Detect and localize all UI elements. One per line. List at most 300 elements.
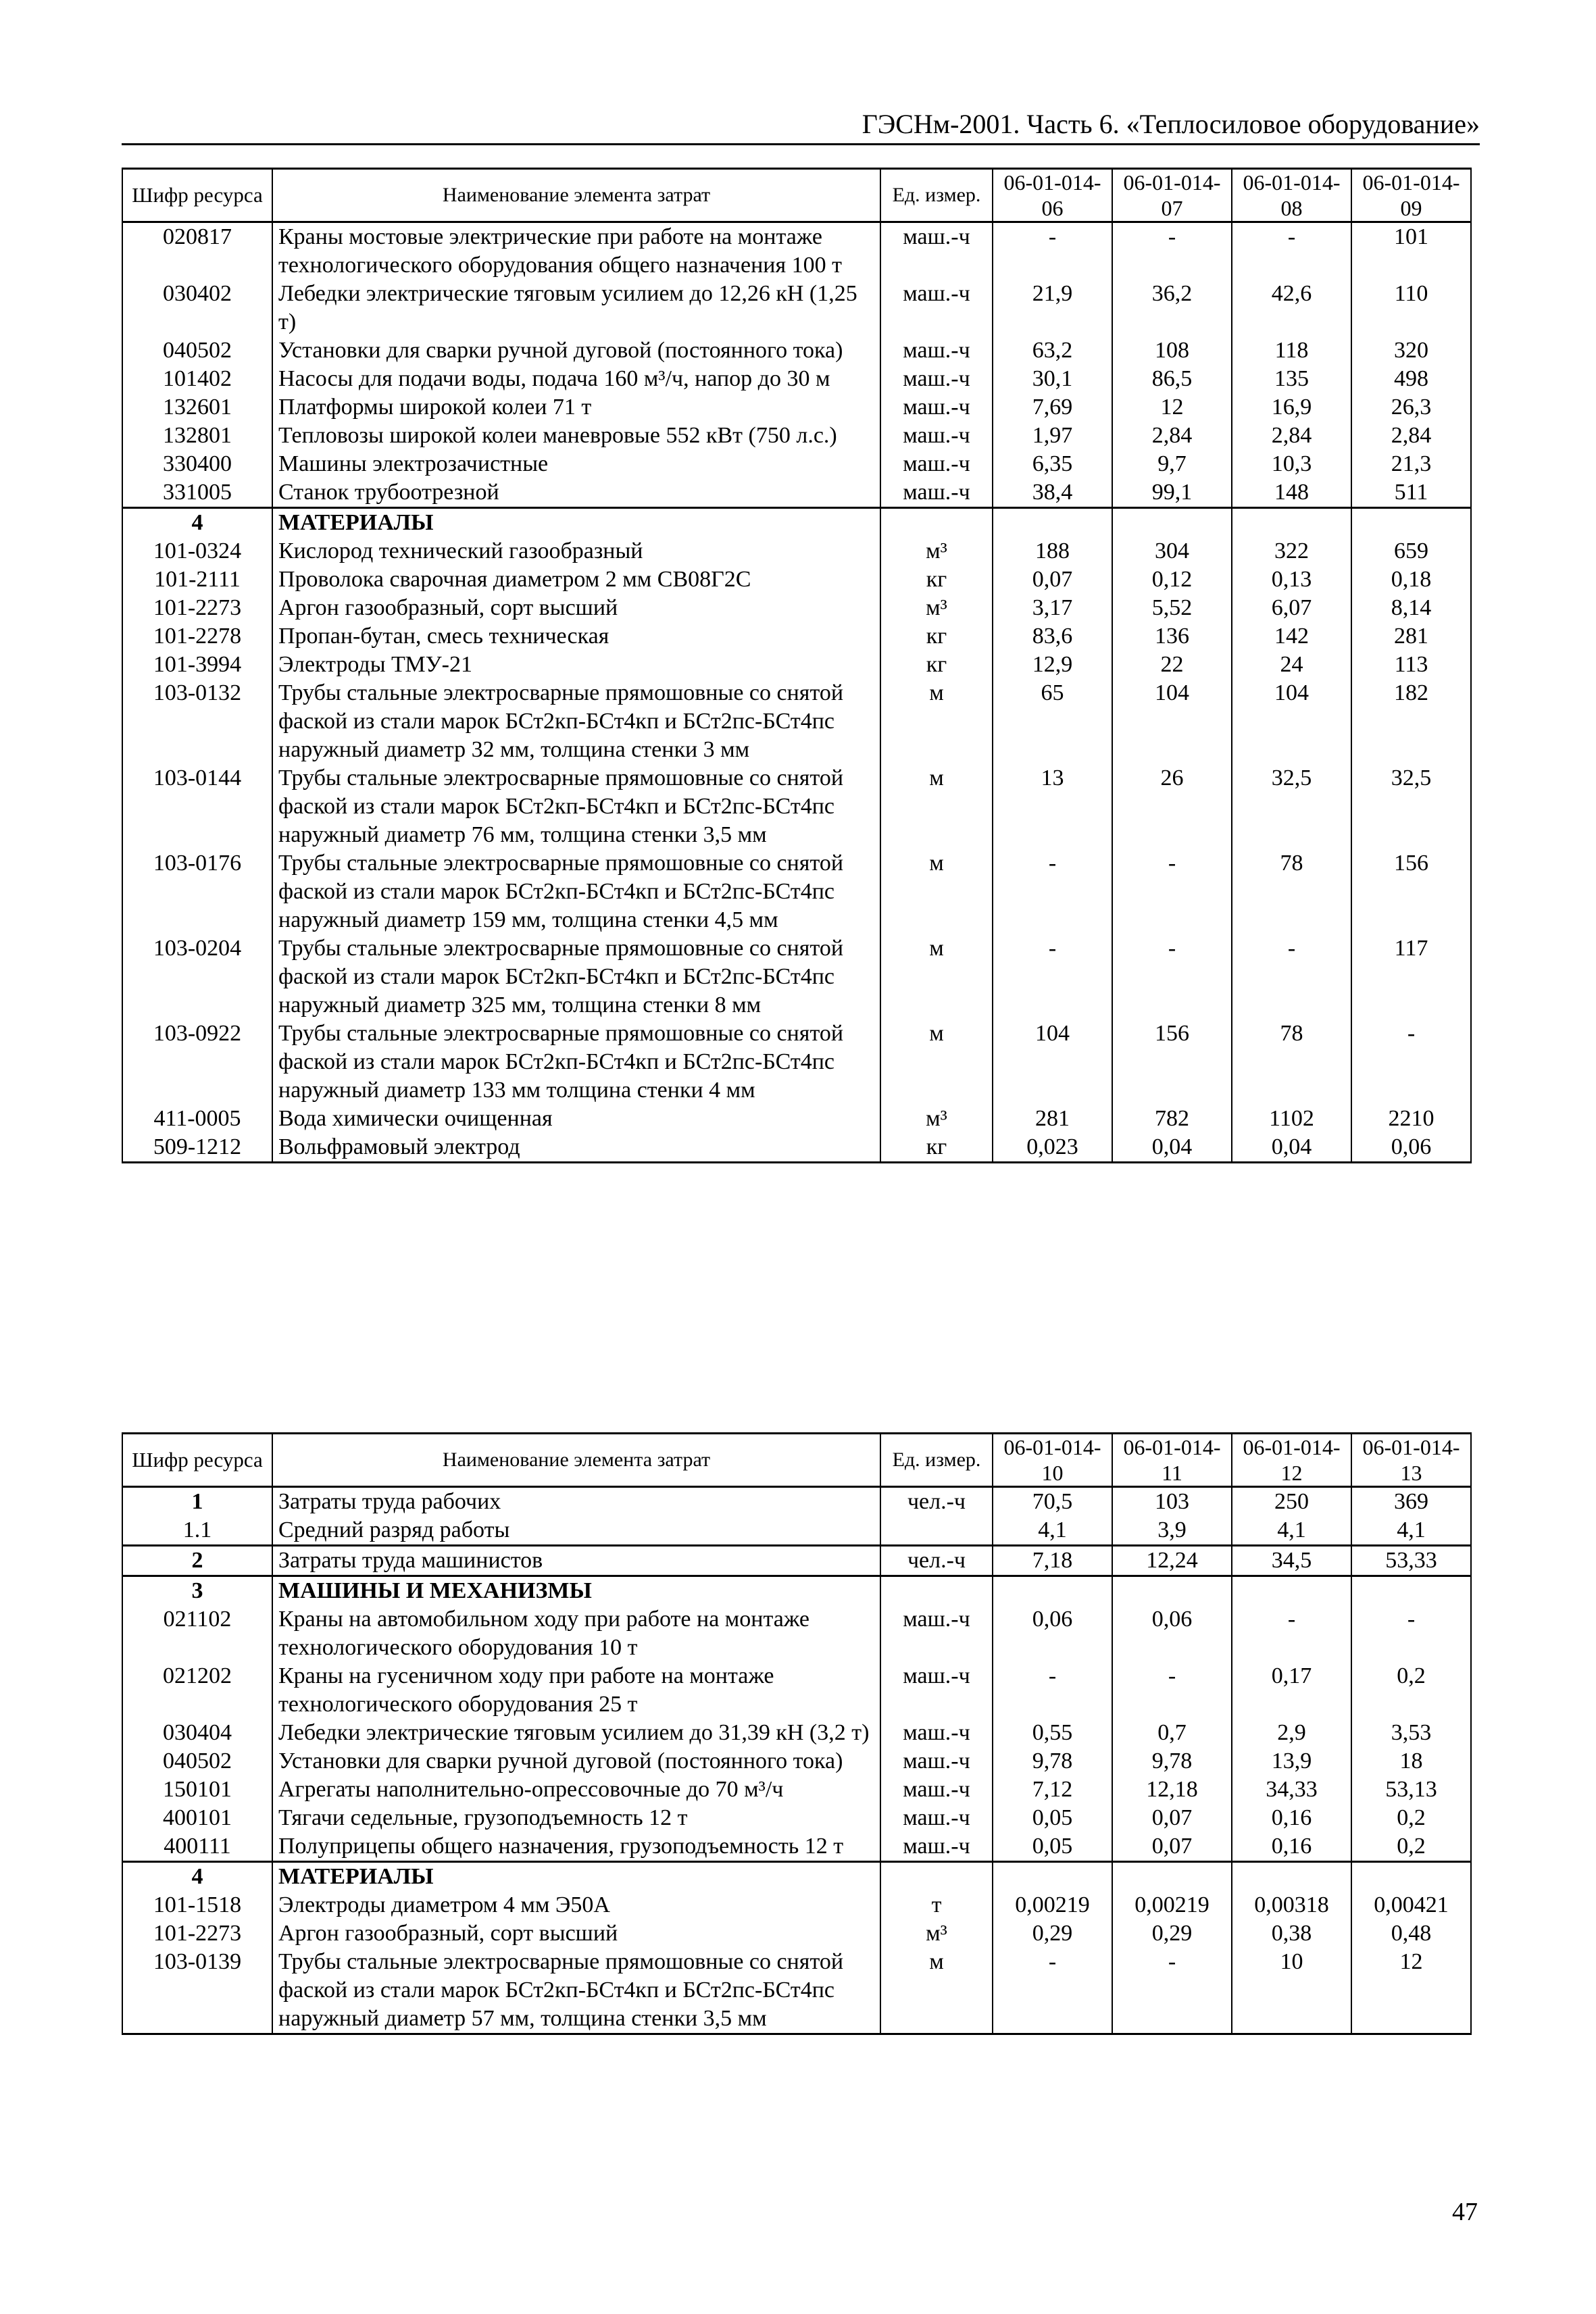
resource-code: 411-0005 [122,1105,272,1133]
cost-element-name: Полуприцепы общего назначения, грузоподъемность 12 т [272,1832,880,1862]
cost-element-name: Агрегаты наполнительно-опрессовочные до 70 м³/ч [272,1776,880,1804]
resource-code: 1 [122,1487,272,1517]
norm-value: 0,023 [993,1133,1112,1163]
norm-value: 104 [1232,679,1351,764]
section-row [122,1862,1471,1892]
table-header-row [122,1434,1471,1487]
norm-value: 304 [1112,537,1232,565]
unit-of-measure: м [880,1020,993,1105]
section-title: МАТЕРИАЛЫ [272,1862,880,1892]
table-row [122,934,1471,1020]
norm-value: 7,18 [993,1546,1112,1576]
table-row [122,1747,1471,1776]
norm-value: - [1112,849,1232,934]
norm-value: 142 [1232,622,1351,651]
norm-value: 13,9 [1232,1747,1351,1776]
unit-of-measure: чел.-ч [880,1546,993,1576]
norm-value: 0,13 [1232,565,1351,594]
table-row [122,594,1471,622]
cost-element-name: Затраты труда рабочих [272,1487,880,1517]
unit-of-measure: маш.-ч [880,336,993,365]
resource-code: 103-0132 [122,679,272,764]
table-row [122,1662,1471,1719]
table-header-row [122,169,1471,222]
norm-value: 4,1 [1232,1516,1351,1546]
table-row [122,1891,1471,1919]
norm-value: 24 [1232,651,1351,679]
table-row [122,1546,1471,1576]
norm-value: 38,4 [993,478,1112,508]
norm-value: 0,55 [993,1719,1112,1747]
cost-element-name: Вольфрамовый электрод [272,1133,880,1163]
unit-of-measure: м [880,849,993,934]
table-row [122,764,1471,849]
norm-value: 65 [993,679,1112,764]
cost-element-name: Пропан-бутан, смесь техническая [272,622,880,651]
table-row [122,651,1471,679]
resource-code: 150101 [122,1776,272,1804]
cost-element-name: Станок трубоотрезной [272,478,880,508]
norm-value: 7,69 [993,393,1112,422]
norm-value: 0,48 [1351,1919,1471,1948]
norm-value: 99,1 [1112,478,1232,508]
column-header-unit: Ед. измер. [880,1434,993,1487]
resource-code: 103-0176 [122,849,272,934]
norm-value: 13 [993,764,1112,849]
unit-of-measure: м [880,934,993,1020]
norm-value: 117 [1351,934,1471,1020]
norm-value: 8,14 [1351,594,1471,622]
cost-element-name: Лебедки электрические тяговым усилием до 12,26 кН (1,25 т) [272,280,880,336]
unit-of-measure: маш.-ч [880,1605,993,1662]
norm-value: 103 [1112,1487,1232,1517]
resource-code: 103-0139 [122,1948,272,2034]
cost-element-name: Трубы стальные электросварные прямошовные со снятой фаской из стали марок БСт2кп-БСт4кп и БСт2пс-БСт4пс наружный диаметр 325 мм, толщина стенки 8 мм [272,934,880,1020]
norm-value: 0,38 [1232,1919,1351,1948]
norm-value: 12,24 [1112,1546,1232,1576]
section-title: МАШИНЫ И МЕХАНИЗМЫ [272,1576,880,1606]
column-header-norm: 06-01-014-07 [1112,169,1232,222]
norm-value: - [1351,1605,1471,1662]
norm-value: 0,16 [1232,1804,1351,1832]
norm-value: 511 [1351,478,1471,508]
norm-value: 42,6 [1232,280,1351,336]
norm-value: 1,97 [993,422,1112,450]
norm-value: 659 [1351,537,1471,565]
norm-value: 18 [1351,1747,1471,1776]
resource-code: 021102 [122,1605,272,1662]
unit-of-measure: маш.-ч [880,280,993,336]
unit-of-measure: маш.-ч [880,1832,993,1862]
norm-value: 53,13 [1351,1776,1471,1804]
norm-value: 118 [1232,336,1351,365]
norm-value: 369 [1351,1487,1471,1517]
table-row [122,1832,1471,1862]
norm-value: 6,07 [1232,594,1351,622]
table-row [122,849,1471,934]
norm-value: 0,18 [1351,565,1471,594]
norm-value: - [1232,1605,1351,1662]
unit-of-measure: маш.-ч [880,422,993,450]
norm-value: 108 [1112,336,1232,365]
resource-code: 400111 [122,1832,272,1862]
norm-value: 30,1 [993,365,1112,393]
table-row [122,1133,1471,1163]
section-number: 4 [122,1862,272,1892]
norm-value: 320 [1351,336,1471,365]
norm-value: 86,5 [1112,365,1232,393]
section-title: МАТЕРИАЛЫ [272,508,880,538]
norm-value: 188 [993,537,1112,565]
norm-value: 3,9 [1112,1516,1232,1546]
norm-value: 0,2 [1351,1662,1471,1719]
norm-value: 22 [1112,651,1232,679]
table-row [122,393,1471,422]
section-number: 3 [122,1576,272,1606]
norm-value: 322 [1232,537,1351,565]
column-header-unit: Ед. измер. [880,169,993,222]
norm-value: 281 [1351,622,1471,651]
unit-of-measure: м [880,1948,993,2034]
resource-code: 103-0204 [122,934,272,1020]
column-header-code: Шифр ресурса [122,169,272,222]
column-header-norm: 06-01-014-12 [1232,1434,1351,1487]
unit-of-measure: маш.-ч [880,1776,993,1804]
norm-value: 32,5 [1232,764,1351,849]
table-row [122,336,1471,365]
column-header-norm: 06-01-014-09 [1351,169,1471,222]
norm-value: 250 [1232,1487,1351,1517]
norm-value: 26,3 [1351,393,1471,422]
resource-code: 021202 [122,1662,272,1719]
resource-code: 101-2273 [122,1919,272,1948]
table-row [122,422,1471,450]
section-row [122,1576,1471,1606]
unit-of-measure: кг [880,651,993,679]
resource-code: 1.1 [122,1516,272,1546]
empty-cell [1351,1862,1471,1892]
cost-element-name: Трубы стальные электросварные прямошовные со снятой фаской из стали марок БСт2кп-БСт4кп и БСт2пс-БСт4пс наружный диаметр 57 мм, толщина стенки 3,5 мм [272,1948,880,2034]
norm-value: 135 [1232,365,1351,393]
table-row [122,679,1471,764]
table-row [122,1948,1471,2034]
cost-element-name: Аргон газообразный, сорт высший [272,1919,880,1948]
table-row [122,622,1471,651]
resource-code: 030404 [122,1719,272,1747]
norm-value: 2,84 [1232,422,1351,450]
resource-code: 101-3994 [122,651,272,679]
norm-value: 182 [1351,679,1471,764]
unit-of-measure: кг [880,622,993,651]
resource-code: 040502 [122,1747,272,1776]
unit-of-measure: маш.-ч [880,222,993,280]
cost-element-name: Краны на автомобильном ходу при работе на монтаже технологического оборудования 10 т [272,1605,880,1662]
resource-code: 101-2278 [122,622,272,651]
norm-value: 83,6 [993,622,1112,651]
norm-value: 0,29 [993,1919,1112,1948]
norm-value: 12 [1351,1948,1471,2034]
section-row [122,508,1471,538]
norm-value: 0,16 [1232,1832,1351,1862]
empty-cell [993,508,1112,538]
norm-value: 0,04 [1112,1133,1232,1163]
resource-code: 331005 [122,478,272,508]
unit-of-measure: м [880,764,993,849]
norm-value: - [1232,934,1351,1020]
table-row [122,1804,1471,1832]
table-row [122,1487,1471,1517]
cost-element-name: Установки для сварки ручной дуговой (постоянного тока) [272,336,880,365]
norm-value: 32,5 [1351,764,1471,849]
resource-code: 132601 [122,393,272,422]
norm-value: 3,17 [993,594,1112,622]
norm-value: 34,5 [1232,1546,1351,1576]
resource-code: 101402 [122,365,272,393]
norm-value: - [1351,1020,1471,1105]
cost-element-name: Краны мостовые электрические при работе на монтаже технологического оборудования общего назначения 100 т [272,222,880,280]
norm-value: 104 [1112,679,1232,764]
norm-value: 0,00318 [1232,1891,1351,1919]
norm-value: 5,52 [1112,594,1232,622]
table-row [122,365,1471,393]
table-row [122,1605,1471,1662]
norm-value: - [993,1662,1112,1719]
unit-of-measure: маш.-ч [880,478,993,508]
resource-table-2 [122,1432,1472,2035]
norm-value: 0,17 [1232,1662,1351,1719]
table-row [122,280,1471,336]
empty-cell [880,508,993,538]
norm-value: 113 [1351,651,1471,679]
unit-of-measure: маш.-ч [880,365,993,393]
column-header-norm: 06-01-014-11 [1112,1434,1232,1487]
table-row [122,1020,1471,1105]
cost-element-name: Тепловозы широкой колеи маневровые 552 кВт (750 л.с.) [272,422,880,450]
column-header-name: Наименование элемента затрат [272,169,880,222]
norm-value: 78 [1232,1020,1351,1105]
norm-value: 12,9 [993,651,1112,679]
unit-of-measure: кг [880,1133,993,1163]
cost-element-name: Аргон газообразный, сорт высший [272,594,880,622]
norm-value: 7,12 [993,1776,1112,1804]
header-rule [122,143,1480,145]
empty-cell [1232,1576,1351,1606]
table-row [122,1516,1471,1546]
norm-value: 16,9 [1232,393,1351,422]
resource-code: 103-0144 [122,764,272,849]
cost-element-name: Платформы широкой колеи 71 т [272,393,880,422]
cost-element-name: Электроды ТМУ-21 [272,651,880,679]
norm-value: - [1112,1948,1232,2034]
norm-value: 6,35 [993,450,1112,478]
norm-value: 156 [1351,849,1471,934]
norm-value: 21,9 [993,280,1112,336]
cost-element-name: Трубы стальные электросварные прямошовные со снятой фаской из стали марок БСт2кп-БСт4кп и БСт2пс-БСт4пс наружный диаметр 76 мм, толщина стенки 3,5 мм [272,764,880,849]
norm-value: - [1232,222,1351,280]
cost-element-name: Средний разряд работы [272,1516,880,1546]
resource-code: 101-1518 [122,1891,272,1919]
empty-cell [1112,1862,1232,1892]
empty-cell [1351,508,1471,538]
cost-element-name: Затраты труда машинистов [272,1546,880,1576]
norm-value: 21,3 [1351,450,1471,478]
norm-value: - [993,1948,1112,2034]
unit-of-measure: т [880,1891,993,1919]
norm-value: 0,06 [1112,1605,1232,1662]
resource-code: 400101 [122,1804,272,1832]
column-header-code: Шифр ресурса [122,1434,272,1487]
norm-value: 156 [1112,1020,1232,1105]
cost-element-name: Тягачи седельные, грузоподъемность 12 т [272,1804,880,1832]
resource-code: 101-0324 [122,537,272,565]
unit-of-measure: м³ [880,1105,993,1133]
cost-element-name: Трубы стальные электросварные прямошовные со снятой фаской из стали марок БСт2кп-БСт4кп и БСт2пс-БСт4пс наружный диаметр 159 мм, толщина стенки 4,5 мм [272,849,880,934]
unit-of-measure: кг [880,565,993,594]
norm-value: 0,05 [993,1804,1112,1832]
norm-value: 0,05 [993,1832,1112,1862]
norm-value: - [993,849,1112,934]
empty-cell [1112,1576,1232,1606]
unit-of-measure: маш.-ч [880,1662,993,1719]
page-header: ГЭСНм-2001. Часть 6. «Теплосиловое оборудование» [862,109,1480,139]
unit-of-measure: м³ [880,1919,993,1948]
column-header-norm: 06-01-014-10 [993,1434,1112,1487]
table-row [122,537,1471,565]
norm-value: - [1112,222,1232,280]
resource-code: 330400 [122,450,272,478]
unit-of-measure: чел.-ч [880,1487,993,1517]
cost-element-name: Трубы стальные электросварные прямошовные со снятой фаской из стали марок БСт2кп-БСт4кп и БСт2пс-БСт4пс наружный диаметр 32 мм, толщина стенки 3 мм [272,679,880,764]
unit-of-measure: маш.-ч [880,393,993,422]
resource-code: 030402 [122,280,272,336]
norm-value: 0,07 [1112,1804,1232,1832]
unit-of-measure: м³ [880,594,993,622]
resource-table-1 [122,168,1472,1163]
norm-value: 2,84 [1351,422,1471,450]
table-row [122,1919,1471,1948]
norm-value: - [993,934,1112,1020]
unit-of-measure: маш.-ч [880,450,993,478]
norm-value: 782 [1112,1105,1232,1133]
norm-value: 110 [1351,280,1471,336]
norm-value: 101 [1351,222,1471,280]
norm-value: - [1112,934,1232,1020]
norm-value: 2,9 [1232,1719,1351,1747]
resource-code: 2 [122,1546,272,1576]
column-header-norm: 06-01-014-13 [1351,1434,1471,1487]
cost-element-name: Машины электрозачистные [272,450,880,478]
norm-value: 0,12 [1112,565,1232,594]
norm-value: 136 [1112,622,1232,651]
empty-cell [880,1576,993,1606]
table-row [122,478,1471,508]
norm-value: 104 [993,1020,1112,1105]
table-row [122,1105,1471,1133]
norm-value: 0,2 [1351,1832,1471,1862]
norm-value: 63,2 [993,336,1112,365]
norm-value: 0,7 [1112,1719,1232,1747]
column-header-norm: 06-01-014-08 [1232,169,1351,222]
norm-value: 498 [1351,365,1471,393]
unit-of-measure [880,1516,993,1546]
norm-value: 9,7 [1112,450,1232,478]
norm-value: 0,06 [1351,1133,1471,1163]
norm-value: 9,78 [1112,1747,1232,1776]
resource-code: 132801 [122,422,272,450]
empty-cell [1232,1862,1351,1892]
cost-element-name: Электроды диаметром 4 мм Э50А [272,1891,880,1919]
cost-element-name: Насосы для подачи воды, подача 160 м³/ч, напор до 30 м [272,365,880,393]
norm-value: 4,1 [1351,1516,1471,1546]
norm-value: 1102 [1232,1105,1351,1133]
norm-value: 9,78 [993,1747,1112,1776]
norm-value: 12 [1112,393,1232,422]
empty-cell [880,1862,993,1892]
cost-element-name: Кислород технический газообразный [272,537,880,565]
norm-value: 26 [1112,764,1232,849]
cost-element-name: Краны на гусеничном ходу при работе на монтаже технологического оборудования 25 т [272,1662,880,1719]
table-row [122,565,1471,594]
norm-value: - [993,222,1112,280]
resource-code: 101-2273 [122,594,272,622]
norm-value: 10,3 [1232,450,1351,478]
cost-element-name: Трубы стальные электросварные прямошовные со снятой фаской из стали марок БСт2кп-БСт4кп и БСт2пс-БСт4пс наружный диаметр 133 мм толщина стенки 4 мм [272,1020,880,1105]
table-row [122,1776,1471,1804]
norm-value: 78 [1232,849,1351,934]
unit-of-measure: м [880,679,993,764]
empty-cell [1112,508,1232,538]
resource-code: 509-1212 [122,1133,272,1163]
norm-value: 53,33 [1351,1546,1471,1576]
norm-value: 281 [993,1105,1112,1133]
norm-value: 0,04 [1232,1133,1351,1163]
norm-value: 0,2 [1351,1804,1471,1832]
norm-value: 4,1 [993,1516,1112,1546]
section-number: 4 [122,508,272,538]
empty-cell [1232,508,1351,538]
unit-of-measure: маш.-ч [880,1719,993,1747]
cost-element-name: Установки для сварки ручной дуговой (постоянного тока) [272,1747,880,1776]
empty-cell [1351,1576,1471,1606]
norm-value: 0,07 [993,565,1112,594]
unit-of-measure: маш.-ч [880,1747,993,1776]
norm-value: 34,33 [1232,1776,1351,1804]
resource-code: 040502 [122,336,272,365]
table-row [122,450,1471,478]
norm-value: 70,5 [993,1487,1112,1517]
page-number: 47 [1452,2198,1478,2226]
resource-code: 103-0922 [122,1020,272,1105]
norm-value: 2210 [1351,1105,1471,1133]
norm-value: 10 [1232,1948,1351,2034]
table-row [122,222,1471,280]
norm-value: 0,00421 [1351,1891,1471,1919]
norm-value: 3,53 [1351,1719,1471,1747]
cost-element-name: Лебедки электрические тяговым усилием до 31,39 кН (3,2 т) [272,1719,880,1747]
cost-element-name: Проволока сварочная диаметром 2 мм СВ08Г2С [272,565,880,594]
norm-value: 0,00219 [993,1891,1112,1919]
norm-value: 0,00219 [1112,1891,1232,1919]
table-row [122,1719,1471,1747]
cost-element-name: Вода химически очищенная [272,1105,880,1133]
empty-cell [993,1862,1112,1892]
norm-value: 0,29 [1112,1919,1232,1948]
resource-code: 101-2111 [122,565,272,594]
unit-of-measure: м³ [880,537,993,565]
norm-value: 2,84 [1112,422,1232,450]
resource-code: 020817 [122,222,272,280]
norm-value: 12,18 [1112,1776,1232,1804]
